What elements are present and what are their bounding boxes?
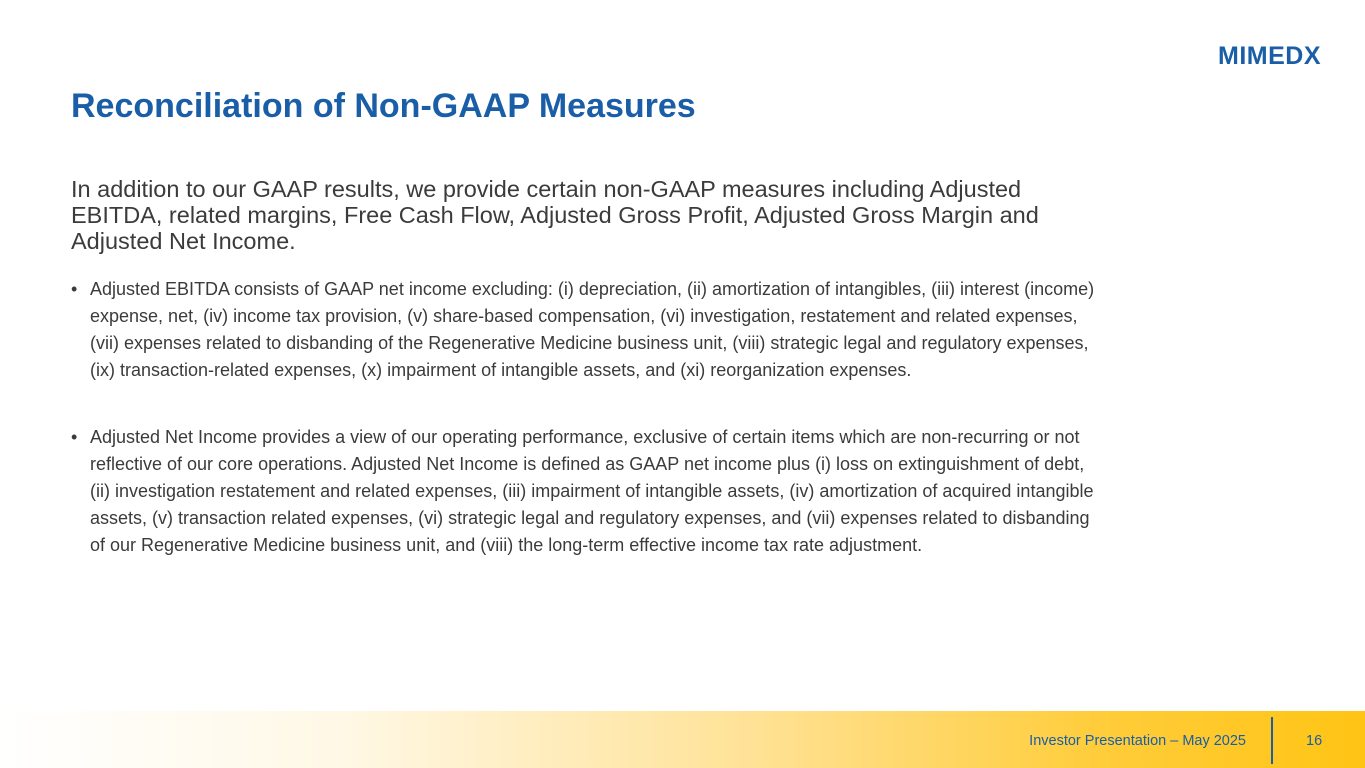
mimedx-logo <box>1218 41 1330 71</box>
slide-title: Reconciliation of Non-GAAP Measures <box>71 87 696 125</box>
logo-text-main: MIMED <box>1218 42 1304 70</box>
footer-presentation-label: Investor Presentation – May 2025 <box>1029 733 1246 749</box>
footer-divider <box>1271 717 1273 764</box>
bullet-text-adjusted-ebitda: Adjusted EBITDA consists of GAAP net income excluding: (i) depreciation, (ii) amortization of intangibles, (iii) interest (income) expense, net, (iv) income tax provision, (v) share-based compensation, (vi) investigation, restatement and related expenses, (vii) expenses related to disbanding of the Regenerative Medicine business unit, (viii) strategic legal and regulatory expenses, (ix) transaction-related expenses, (x) impairment of intangible assets, and (xi) reorganization expenses. <box>90 279 1095 380</box>
bullet-marker: • <box>71 279 78 299</box>
bullet-marker: • <box>71 427 78 447</box>
footer-bar <box>0 711 1365 768</box>
bullet-text-adjusted-net-income: Adjusted Net Income provides a view of our operating performance, exclusive of certain items which are non-recurring or not reflective of our core operations. Adjusted Net Income is defined as GAAP net income plus (i) loss on extinguishment of debt, (ii) investigation restatement and related expenses, (iii) impairment of intangible assets, (iv) amortization of acquired intangible assets, (v) transaction related expenses, (vi) strategic legal and regulatory expenses, and (vii) expenses related to disbanding of our Regenerative Medicine business unit, and (viii) the long-term effective income tax rate adjustment. <box>90 427 1094 555</box>
intro-paragraph: In addition to our GAAP results, we provide certain non-GAAP measures including Adjusted EBITDA, related margins, Free Cash Flow, Adjusted Gross Profit, Adjusted Gross Margin and Adjusted Net Income. <box>71 176 1039 254</box>
logo-text-x: X <box>1303 42 1322 70</box>
bullet-item-adjusted-ebitda <box>71 276 1101 384</box>
page-number: 16 <box>1306 733 1323 749</box>
bullet-item-adjusted-net-income <box>71 424 1101 559</box>
bullet-list <box>71 276 1101 559</box>
logo-text <box>1218 42 1321 70</box>
